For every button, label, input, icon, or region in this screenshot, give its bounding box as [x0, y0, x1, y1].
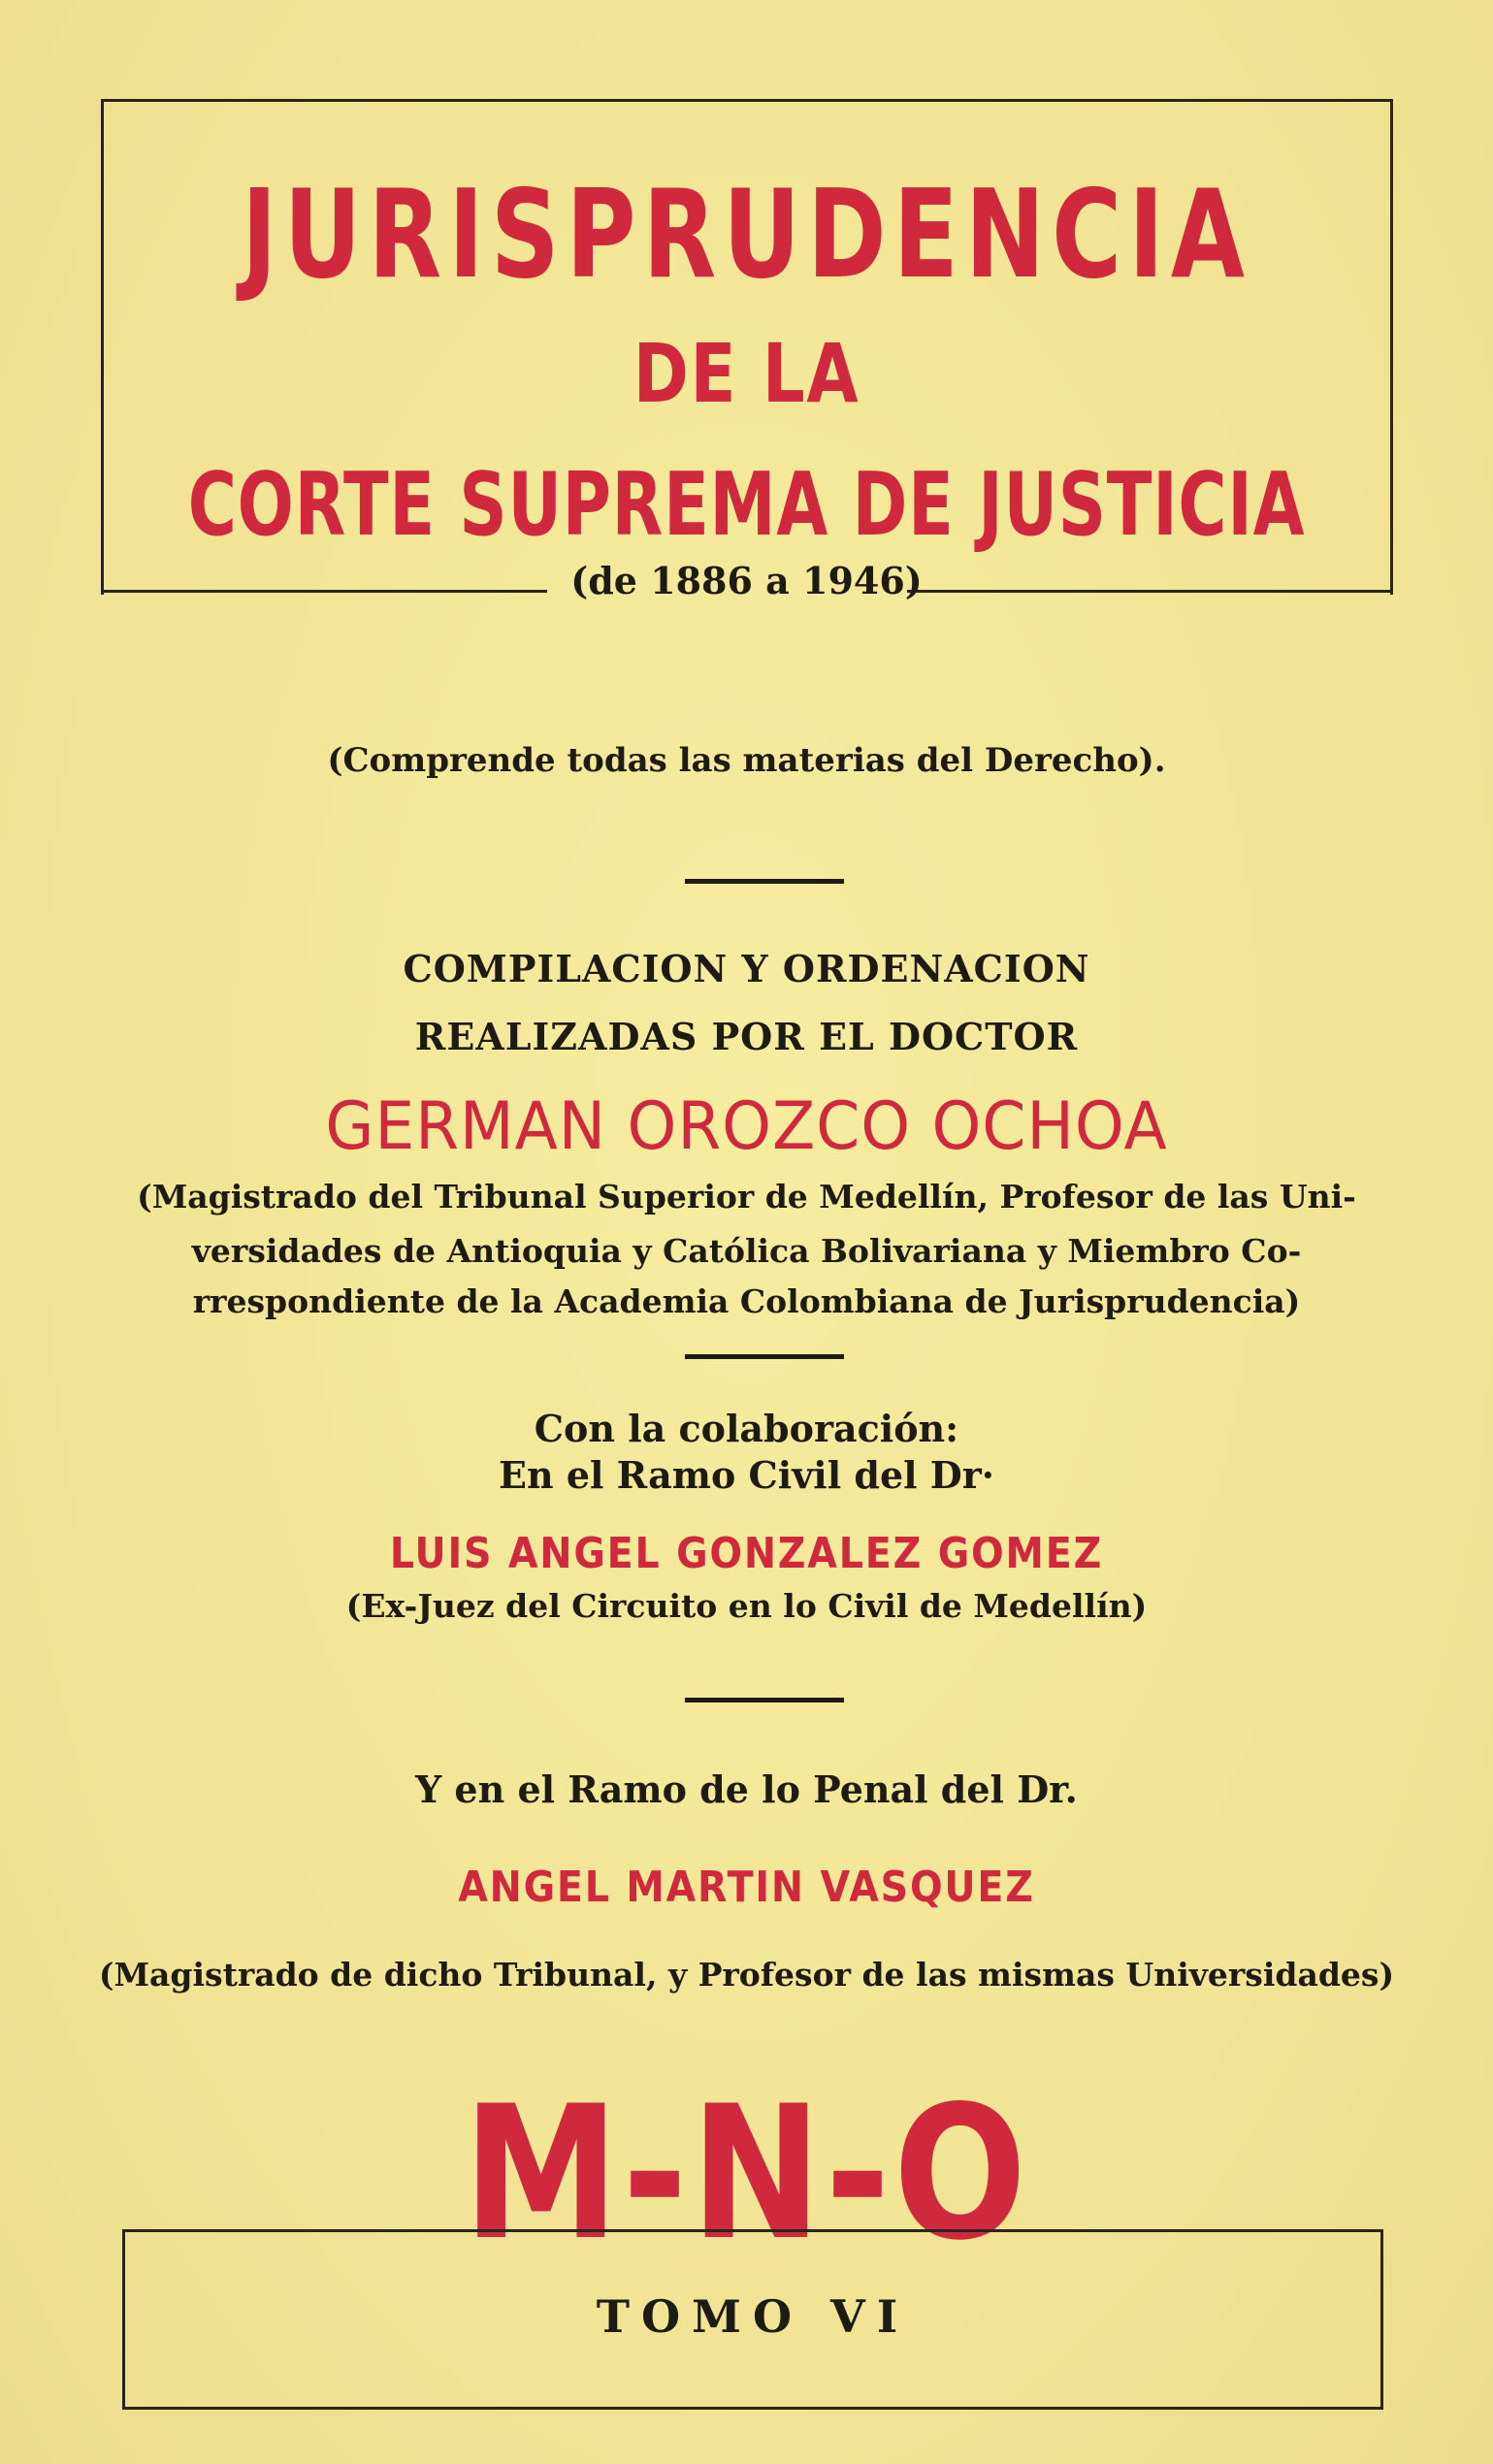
- divider-2: [685, 1354, 844, 1359]
- title-de-la: DE LA: [633, 326, 860, 421]
- collaborator-penal-desc: (Magistrado de dicho Tribunal, y Profesor de las mismas Universidades): [98, 1956, 1395, 1994]
- author-desc-line-2: versidades de Antioquia y Católica Bolivariana y Miembro Co-: [191, 1232, 1302, 1270]
- date-range: (de 1886 a 1946): [570, 559, 923, 602]
- penal-line: Y en el Ramo de lo Penal del Dr.: [415, 1767, 1078, 1811]
- collaborator-civil-desc: (Ex-Juez del Circuito en lo Civil de Medellín): [345, 1587, 1148, 1625]
- divider-1: [685, 879, 844, 884]
- title-jurisprudencia: JURISPRUDENCIA: [242, 163, 1251, 306]
- compilation-line-2: REALIZADAS POR EL DOCTOR: [414, 1015, 1079, 1058]
- author-name: GERMAN OROZCO OCHOA: [325, 1088, 1168, 1165]
- scope-note: (Comprende todas las materias del Derecho).: [327, 741, 1166, 780]
- collaboration-line-2: En el Ramo Civil del Dr·: [499, 1453, 994, 1497]
- title-corte-suprema: CORTE SUPREMA DE JUSTICIA: [187, 454, 1306, 556]
- collaboration-line-1: Con la colaboración:: [534, 1407, 959, 1450]
- collaborator-civil-name: LUIS ANGEL GONZALEZ GOMEZ: [389, 1529, 1104, 1578]
- tomo-frame: [122, 2229, 1383, 2410]
- volume-letters: M-N-O: [463, 2066, 1030, 2281]
- author-desc-line-3: rrespondiente de la Academia Colombiana de Jurisprudencia): [192, 1282, 1301, 1320]
- author-desc-line-1: (Magistrado del Tribunal Superior de Medellín, Profesor de las Uni-: [137, 1178, 1356, 1216]
- collaborator-penal-name: ANGEL MARTIN VASQUEZ: [458, 1863, 1035, 1912]
- tomo-label: TOMO VI: [596, 2290, 910, 2343]
- divider-3: [685, 1698, 844, 1702]
- compilation-line-1: COMPILACION Y ORDENACION: [403, 947, 1090, 990]
